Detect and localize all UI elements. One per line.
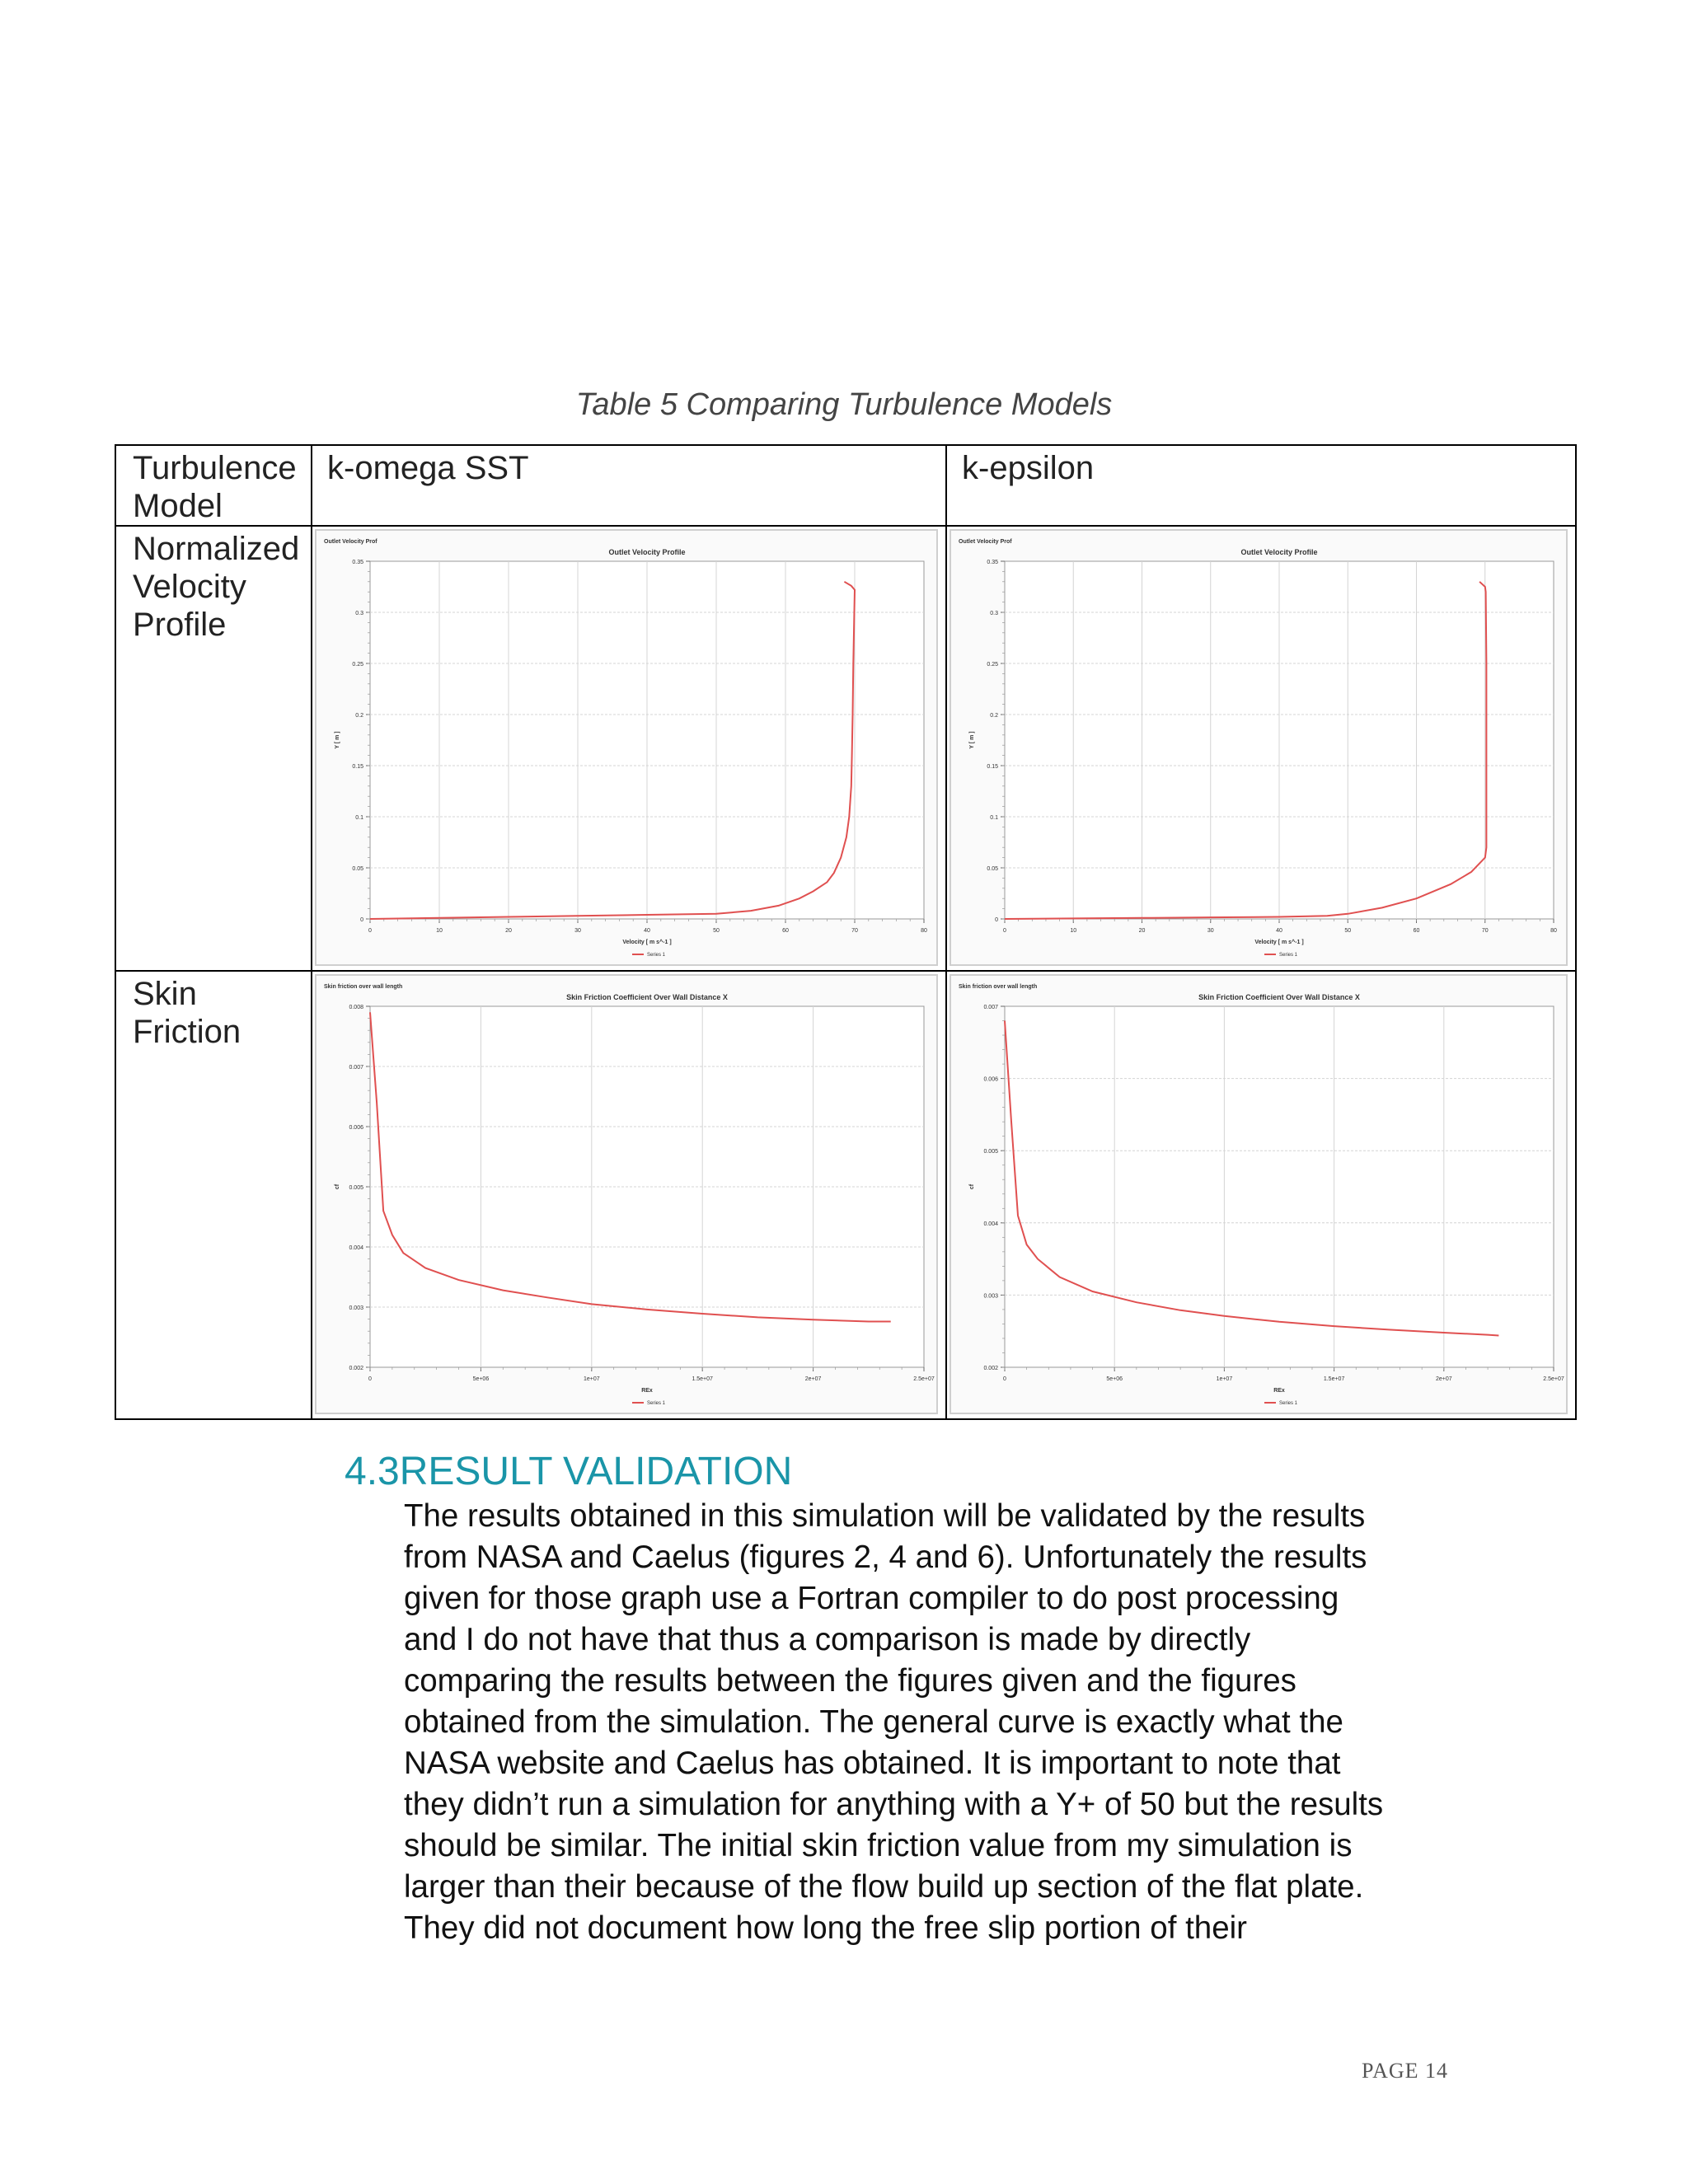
body-line: comparing the results between the figures given and the figures (404, 1663, 1296, 1699)
section-heading: 4.3RESULT VALIDATION (345, 1450, 793, 1493)
y-axis-label: Y [ m ] (335, 731, 340, 749)
label-line: Skin (133, 976, 197, 1012)
x-tick-label: 0 (1003, 1376, 1006, 1382)
velocity-profile-chart-komega (312, 527, 944, 968)
x-tick-label: 2.5e+07 (1543, 1376, 1564, 1382)
body-line: NASA website and Caelus has obtained. It is important to note that (404, 1746, 1341, 1781)
y-tick-label: 0.25 (987, 662, 998, 668)
x-tick-label: 70 (1481, 928, 1489, 934)
x-tick-label: 30 (1207, 928, 1214, 934)
x-axis-label: Velocity [ m s^-1 ] (622, 940, 672, 945)
x-tick-label: 2e+07 (804, 1376, 822, 1382)
chart-tab-label: Outlet Velocity Prof (324, 539, 377, 545)
x-tick-label: 0 (368, 1376, 372, 1382)
body-line: should be similar. The initial skin friction value from my simulation is (404, 1828, 1353, 1863)
x-tick-label: 60 (1413, 928, 1420, 934)
y-tick-label: 0.35 (352, 560, 363, 565)
label-line: Model (133, 488, 223, 524)
chart-tab-label: Skin friction over wall length (959, 984, 1038, 990)
y-tick-label: 0.007 (349, 1065, 363, 1071)
y-tick-label: 0 (995, 917, 998, 923)
chart-tab-label: Skin friction over wall length (324, 984, 403, 990)
x-tick-label: 10 (1070, 928, 1077, 934)
x-tick-label: 60 (782, 928, 789, 934)
x-tick-label: 0 (368, 928, 372, 934)
legend-label: Series 1 (647, 953, 666, 958)
body-line: they didn’t run a simulation for anything with a Y+ of 50 but the results (404, 1787, 1384, 1822)
body-line: The results obtained in this simulation will be validated by the results (404, 1498, 1366, 1534)
plot-cell-cf-kepsilon (946, 971, 1576, 1419)
x-tick-label: 1e+07 (1216, 1376, 1233, 1382)
x-tick-label: 2e+07 (1435, 1376, 1452, 1382)
table-row-skin-friction (115, 971, 1576, 1419)
plot-area (1005, 1006, 1554, 1367)
y-tick-label: 0.006 (349, 1125, 363, 1131)
chart-title: Skin Friction Coefficient Over Wall Distance X (1198, 993, 1360, 1001)
y-axis-label: cf (335, 1183, 340, 1190)
legend-label: Series 1 (647, 1401, 666, 1406)
column-header-k-epsilon: k-epsilon (946, 445, 1576, 526)
x-tick-label: 1.5e+07 (1323, 1376, 1345, 1382)
x-tick-label: 50 (713, 928, 720, 934)
y-tick-label: 0.15 (987, 764, 998, 770)
x-tick-label: 40 (1276, 928, 1282, 934)
y-tick-label: 0.008 (349, 1005, 363, 1010)
y-tick-label: 0.002 (349, 1366, 363, 1371)
x-tick-label: 5e+06 (1106, 1376, 1123, 1382)
chart-title: Outlet Velocity Profile (1240, 548, 1318, 556)
x-tick-label: 1.5e+07 (692, 1376, 713, 1382)
table-caption: Table 5 Comparing Turbulence Models (575, 387, 1113, 422)
table-header-row (115, 445, 1576, 526)
y-axis-label: cf (969, 1183, 975, 1190)
y-tick-label: 0.003 (349, 1305, 363, 1311)
chart-title: Outlet Velocity Profile (608, 548, 686, 556)
y-tick-label: 0.004 (349, 1245, 363, 1251)
section-body (404, 1496, 1475, 1949)
velocity-profile-chart-kepsilon (947, 527, 1573, 968)
x-tick-label: 80 (1550, 928, 1557, 934)
body-line: given for those graph use a Fortran compiler to do post processing (404, 1581, 1339, 1616)
legend-label: Series 1 (1279, 1401, 1298, 1406)
body-line: and I do not have that thus a comparison is made by directly (404, 1622, 1251, 1657)
x-tick-label: 70 (851, 928, 858, 934)
x-axis-label: Velocity [ m s^-1 ] (1254, 940, 1304, 945)
row-label-turbulence-model (115, 445, 312, 526)
y-axis-label: Y [ m ] (969, 731, 975, 749)
x-tick-label: 5e+06 (472, 1376, 490, 1382)
y-tick-label: 0.006 (983, 1076, 998, 1083)
label-line: Friction (133, 1014, 241, 1050)
x-tick-label: 1e+07 (583, 1376, 600, 1382)
y-tick-label: 0.2 (355, 713, 363, 719)
y-tick-label: 0.15 (352, 764, 363, 770)
x-tick-label: 80 (921, 928, 927, 934)
y-tick-label: 0.004 (983, 1221, 998, 1227)
y-tick-label: 0.35 (987, 560, 998, 565)
y-tick-label: 0.05 (352, 866, 363, 872)
plot-cell-cf-komega (312, 971, 946, 1419)
body-line: obtained from the simulation. The general curve is exactly what the (404, 1704, 1343, 1740)
y-tick-label: 0.007 (983, 1005, 998, 1010)
body-line: from NASA and Caelus (figures 2, 4 and 6). Unfortunately the results (404, 1540, 1367, 1575)
skin-friction-chart-kepsilon (947, 972, 1573, 1417)
label-line: Profile (133, 607, 227, 643)
y-tick-label: 0.2 (990, 713, 998, 719)
plot-cell-velocity-kepsilon (946, 526, 1576, 971)
x-tick-label: 20 (505, 928, 512, 934)
body-line: larger than their because of the flow build up section of the flat plate. (404, 1869, 1364, 1905)
column-header-k-omega: k-omega SST (312, 445, 946, 526)
body-line: They did not document how long the free slip portion of their (404, 1910, 1247, 1946)
y-tick-label: 0 (360, 917, 363, 923)
label-line: Velocity (133, 569, 246, 605)
row-label-skin-friction (115, 971, 312, 1419)
skin-friction-chart-komega (312, 972, 944, 1417)
x-axis-label: REx (641, 1388, 653, 1394)
x-axis-label: REx (1273, 1388, 1285, 1394)
y-tick-label: 0.05 (987, 866, 998, 872)
chart-tab-label: Outlet Velocity Prof (959, 539, 1012, 545)
y-tick-label: 0.005 (349, 1185, 363, 1191)
x-tick-label: 2.5e+07 (913, 1376, 935, 1382)
page-number: PAGE 14 (1362, 2059, 1449, 2083)
x-tick-label: 50 (1344, 928, 1352, 934)
y-tick-label: 0.25 (352, 662, 363, 668)
y-tick-label: 0.1 (990, 815, 998, 821)
comparison-table (115, 444, 1577, 1420)
table-row-velocity (115, 526, 1576, 971)
y-tick-label: 0.002 (983, 1366, 998, 1371)
x-tick-label: 30 (574, 928, 581, 934)
y-tick-label: 0.005 (983, 1149, 998, 1155)
label-line: Normalized (133, 531, 300, 567)
legend-label: Series 1 (1279, 953, 1298, 958)
plot-cell-velocity-komega (312, 526, 946, 971)
x-tick-label: 10 (436, 928, 443, 934)
row-label-velocity-profile (115, 526, 312, 971)
y-tick-label: 0.003 (983, 1293, 998, 1300)
y-tick-label: 0.1 (355, 815, 363, 821)
label-line: Turbulence (133, 450, 297, 486)
x-tick-label: 40 (644, 928, 650, 934)
chart-title: Skin Friction Coefficient Over Wall Distance X (566, 993, 728, 1001)
x-tick-label: 20 (1138, 928, 1146, 934)
x-tick-label: 0 (1003, 928, 1006, 934)
y-tick-label: 0.3 (355, 611, 363, 616)
y-tick-label: 0.3 (990, 611, 998, 616)
